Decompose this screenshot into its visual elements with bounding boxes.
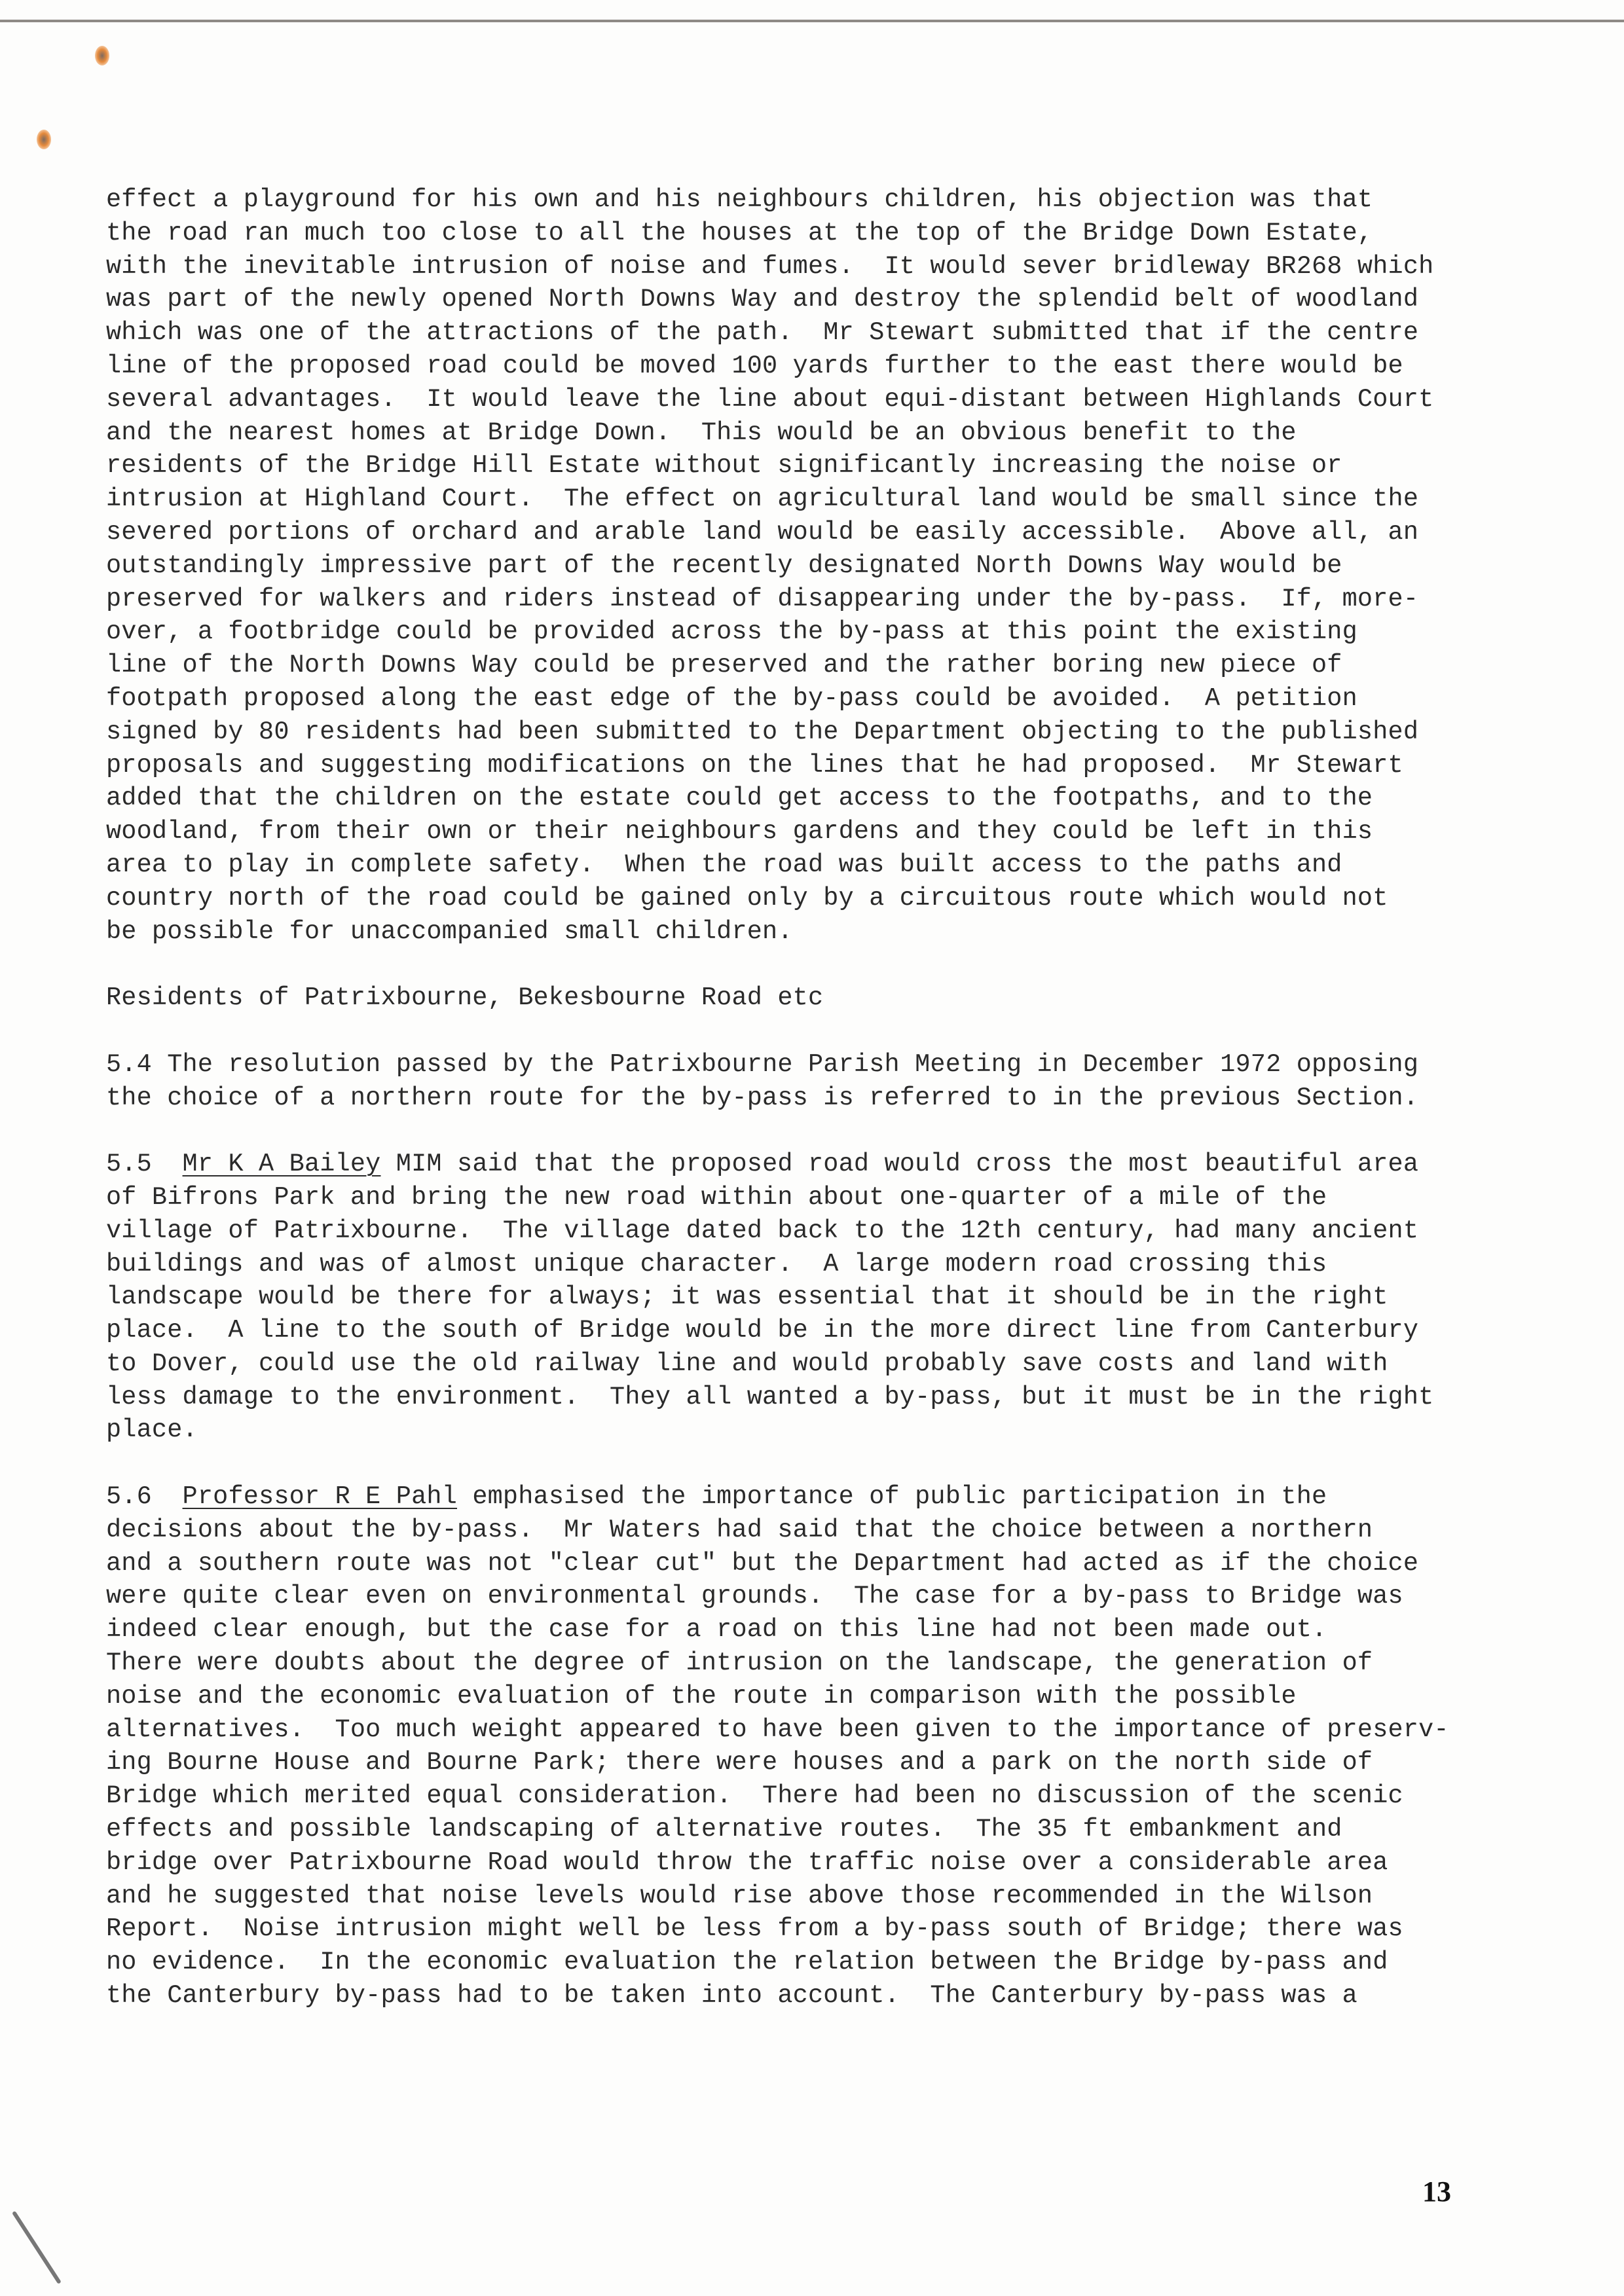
text-line: which was one of the attractions of the path. Mr Stewart submitted that if the centre bbox=[106, 318, 1419, 348]
text-line: village of Patrixbourne. The village dated back to the 12th century, had many ancient bbox=[106, 1216, 1419, 1245]
text-line: buildings and was of almost unique character. A large modern road crossing this bbox=[106, 1249, 1327, 1279]
text-line bbox=[106, 1480, 1560, 1514]
text-line: indeed clear enough, but the case for a road on this line had not been made out. bbox=[106, 1615, 1327, 1645]
text-line: area to play in complete safety. When the road was built access to the paths and bbox=[106, 850, 1342, 879]
text-span: emphasised the importance of public participation in the bbox=[472, 1482, 1327, 1512]
top-edge-rule bbox=[0, 20, 1624, 22]
paragraph-5-6 bbox=[106, 1480, 1560, 2013]
text-line: to Dover, could use the old railway line and would probably save costs and land with bbox=[106, 1349, 1388, 1378]
staple-hole-mark bbox=[95, 46, 109, 65]
text-line: added that the children on the estate could get access to the footpaths, and to the bbox=[106, 784, 1373, 813]
text-line: Bridge which merited equal consideration. There had been no discussion of the scenic bbox=[106, 1781, 1403, 1811]
paragraph-number: 5.4 bbox=[106, 1049, 152, 1079]
text-line: severed portions of orchard and arable land would be easily accessible. Above all, an bbox=[106, 517, 1419, 547]
text-line: with the inevitable intrusion of noise and fumes. It would sever bridleway BR268 which bbox=[106, 251, 1434, 281]
text-line: and the nearest homes at Bridge Down. This would be an obvious benefit to the bbox=[106, 418, 1297, 447]
section-heading: Residents of Patrixbourne, Bekesbourne Road etc bbox=[106, 983, 824, 1013]
paragraph-gap bbox=[106, 948, 1560, 981]
text-line: line of the proposed road could be moved 100 yards further to the east there would be bbox=[106, 351, 1403, 380]
paragraph-number: 5.5 bbox=[106, 1150, 152, 1179]
text-line: the road ran much too close to all the houses at the top of the Bridge Down Estate, bbox=[106, 218, 1373, 247]
text-line: ing Bourne House and Bourne Park; there were houses and a park on the north side of bbox=[106, 1748, 1373, 1777]
text-line: line of the North Downs Way could be preserved and the rather boring new piece of bbox=[106, 651, 1342, 680]
text-line: be possible for unaccompanied small children. bbox=[106, 917, 793, 946]
text-line: of Bifrons Park and bring the new road within about one-quarter of a mile of the bbox=[106, 1182, 1327, 1212]
text-line: less damage to the environment. They all wanted a by-pass, but it must be in the right bbox=[106, 1382, 1434, 1412]
text-line: bridge over Patrixbourne Road would throw the traffic noise over a considerable area bbox=[106, 1848, 1388, 1877]
text-line: place. A line to the south of Bridge would be in the more direct line from Canterbury bbox=[106, 1316, 1419, 1345]
paragraph-gap bbox=[106, 1447, 1560, 1480]
text-span: MIM said that the proposed road would cross the most beautiful area bbox=[396, 1150, 1419, 1179]
page-number: 13 bbox=[1422, 2176, 1451, 2208]
text-line: intrusion at Highland Court. The effect on agricultural land would be small since the bbox=[106, 484, 1419, 514]
text-line: preserved for walkers and riders instead of disappearing under the by-pass. If, more- bbox=[106, 584, 1419, 613]
text-line: country north of the road could be gained only by a circuitous route which would not bbox=[106, 883, 1388, 913]
text-line: place. bbox=[106, 1415, 198, 1445]
text-line: noise and the economic evaluation of the route in comparison with the possible bbox=[106, 1681, 1297, 1711]
text-line: the Canterbury by-pass had to be taken into account. The Canterbury by-pass was a bbox=[106, 1981, 1357, 2011]
text-line: There were doubts about the degree of intrusion on the landscape, the generation of bbox=[106, 1649, 1373, 1678]
paragraph-gap bbox=[106, 1114, 1560, 1148]
text-line: woodland, from their own or their neighbours gardens and they could be left in this bbox=[106, 817, 1373, 847]
text-line: decisions about the by-pass. Mr Waters had said that the choice between a northern bbox=[106, 1515, 1373, 1544]
page-corner-fold bbox=[12, 2211, 62, 2284]
text-line: footpath proposed along the east edge of the by-pass could be avoided. A petition bbox=[106, 683, 1357, 713]
text-line: residents of the Bridge Hill Estate without significantly increasing the noise or bbox=[106, 451, 1342, 481]
text-line: alternatives. Too much weight appeared to have been given to the importance of preserv- bbox=[106, 1715, 1449, 1744]
text-line bbox=[106, 1148, 1560, 1181]
document-body bbox=[106, 183, 1560, 2013]
text-line: Report. Noise intrusion might well be less from a by-pass south of Bridge; there was bbox=[106, 1914, 1403, 1944]
continuation-paragraph bbox=[106, 183, 1560, 948]
text-line: effects and possible landscaping of alternative routes. The 35 ft embankment and bbox=[106, 1815, 1342, 1844]
text-line: effect a playground for his own and his neighbours children, his objection was that bbox=[106, 185, 1373, 214]
paragraph-5-4 bbox=[106, 1048, 1560, 1115]
text-line: no evidence. In the economic evaluation the relation between the Bridge by-pass and bbox=[106, 1948, 1388, 1977]
text-line: was part of the newly opened North Downs Way and destroy the splendid belt of woodland bbox=[106, 285, 1419, 314]
staple-hole-mark bbox=[37, 130, 51, 149]
text-line: and a southern route was not "clear cut" but the Department had acted as if the choice bbox=[106, 1548, 1419, 1578]
text-line bbox=[106, 1048, 1560, 1082]
text-line: the choice of a northern route for the by-pass is referred to in the previous Section. bbox=[106, 1083, 1419, 1112]
text-line: were quite clear even on environmental grounds. The case for a by-pass to Bridge was bbox=[106, 1582, 1403, 1611]
speaker-name: Mr K A Bailey bbox=[182, 1150, 381, 1179]
text-line: signed by 80 residents had been submitted to the Department objecting to the published bbox=[106, 717, 1419, 746]
text-line: several advantages. It would leave the line about equi-distant between Highlands Court bbox=[106, 384, 1434, 414]
text-line: proposals and suggesting modifications on the lines that he had proposed. Mr Stewart bbox=[106, 750, 1403, 780]
text-line: outstandingly impressive part of the recently designated North Downs Way would be bbox=[106, 551, 1342, 580]
speaker-name: Professor R E Pahl bbox=[182, 1482, 457, 1512]
paragraph-5-5 bbox=[106, 1148, 1560, 1447]
paragraph-number: 5.6 bbox=[106, 1482, 152, 1512]
text-line: and he suggested that noise levels would rise above those recommended in the Wilson bbox=[106, 1881, 1373, 1910]
text-span: The resolution passed by the Patrixbourne Parish Meeting in December 1972 opposing bbox=[167, 1049, 1419, 1079]
paragraph-gap bbox=[106, 1015, 1560, 1048]
text-line: over, a footbridge could be provided across the by-pass at this point the existing bbox=[106, 617, 1357, 647]
text-line: landscape would be there for always; it was essential that it should be in the right bbox=[106, 1283, 1388, 1312]
